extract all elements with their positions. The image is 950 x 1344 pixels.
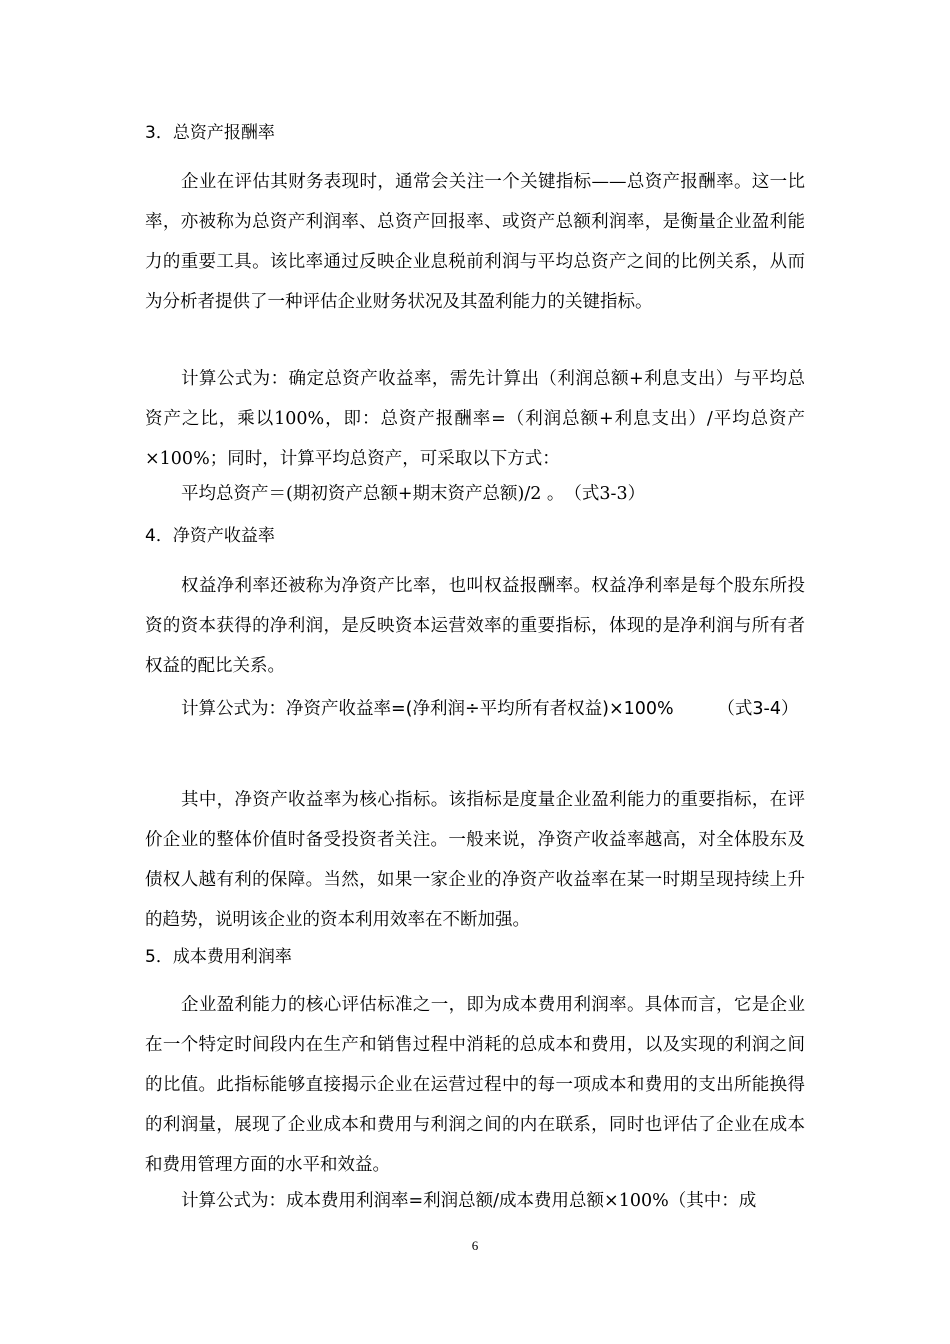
paragraph-roe-formula: 计算公式为：净资产收益率=(净利润÷平均所有者权益)×100% （式3-4）: [181, 699, 799, 719]
paragraph-cost-profit-ratio-formula: 计算公式为：成本费用利润率=利润总额/成本费用总额×100%（其中：成: [181, 1191, 757, 1211]
paragraph-roe-definition: 权益净利率还被称为净资产比率，也叫权益报酬率。权益净利率是每个股东所投资的资本获得的净利润，是反映资本运营效率的重要指标，体现的是净利润与所有者权益的配比关系。: [145, 576, 805, 676]
section-heading-cost-profit-ratio: 5．成本费用利润率: [145, 947, 292, 967]
paragraph-average-total-assets-formula: 平均总资产＝(期初资产总额+期末资产总额)/2 。 （式3-3）: [181, 484, 646, 504]
page-number: 6: [471, 1238, 479, 1253]
paragraph-total-asset-return-formula: 计算公式为：确定总资产收益率，需先计算出（利润总额+利息支出）与平均总资产之比，乘以100%，即：总资产报酬率=（利润总额+利息支出）/平均总资产×100%；同时，计算平均总资产，可采取以下方式：: [145, 369, 805, 469]
section-heading-total-asset-return: 3．总资产报酬率: [145, 123, 275, 143]
section-heading-roe: 4．净资产收益率: [145, 526, 275, 546]
paragraph-total-asset-return-definition: 企业在评估其财务表现时，通常会关注一个关键指标——总资产报酬率。这一比率，亦被称为总资产利润率、总资产回报率、或资产总额利润率，是衡量企业盈利能力的重要工具。该比率通过反映企业息税前利润与平均总资产之间的比例关系，从而为分析者提供了一种评估企业财务状况及其盈利能力的关键指标。: [145, 172, 805, 312]
paragraph-cost-profit-ratio-definition: 企业盈利能力的核心评估标准之一，即为成本费用利润率。具体而言，它是企业在一个特定时间段内在生产和销售过程中消耗的总成本和费用，以及实现的利润之间的比值。此指标能够直接揭示企业在运营过程中的每一项成本和费用的支出所能换得的利润量，展现了企业成本和费用与利润之间的内在联系，同时也评估了企业在成本和费用管理方面的水平和效益。: [145, 995, 805, 1175]
paragraph-roe-explanation: 其中，净资产收益率为核心指标。该指标是度量企业盈利能力的重要指标，在评价企业的整体价值时备受投资者关注。一般来说，净资产收益率越高，对全体股东及债权人越有利的保障。当然，如果一家企业的净资产收益率在某一时期呈现持续上升的趋势，说明该企业的资本利用效率在不断加强。: [145, 790, 805, 930]
